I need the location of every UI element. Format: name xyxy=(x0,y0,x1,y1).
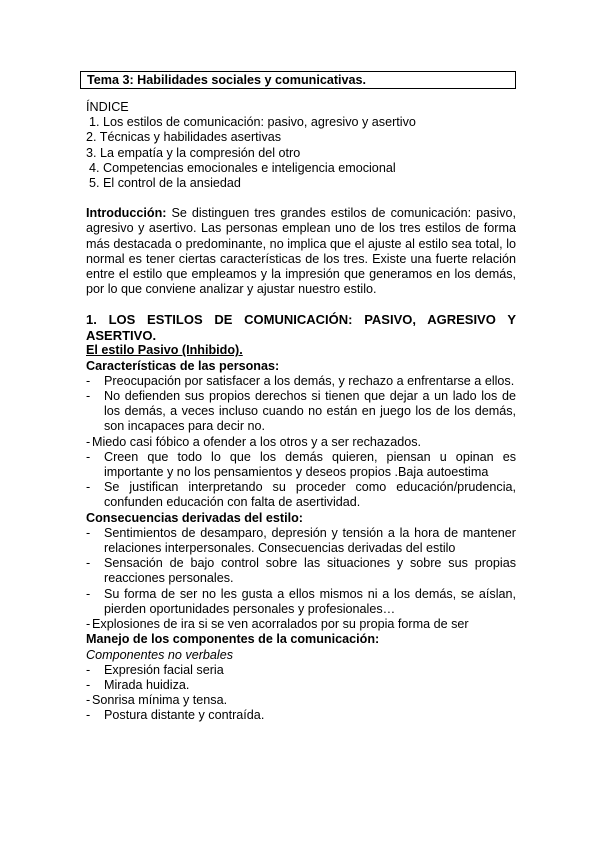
list-item: - Mirada huidiza. xyxy=(86,678,516,693)
list-item: - Su forma de ser no les gusta a ellos mismos ni a los demás, se aíslan, pierden oportunidades personales y profesionales… xyxy=(86,587,516,617)
list-item: - Miedo casi fóbico a ofender a los otros y a ser rechazados. xyxy=(86,435,516,450)
list-item: - Expresión facial seria xyxy=(86,663,516,678)
components-heading: Manejo de los componentes de la comunicación: xyxy=(86,632,380,647)
components-subheading: Componentes no verbales xyxy=(86,647,234,662)
introduction-label: Introducción: xyxy=(86,206,167,221)
list-item: - Sentimientos de desamparo, depresión y tensión a la hora de mantener relaciones interpersonales. Consecuencias derivadas del estilo xyxy=(86,526,516,556)
introduction-paragraph xyxy=(86,206,516,297)
index-item: 5. El control de la ansiedad xyxy=(89,176,241,191)
characteristics-list xyxy=(86,374,516,511)
list-item: - Sonrisa mínima y tensa. xyxy=(86,693,516,708)
consequences-list xyxy=(86,526,516,632)
index-item: 1. Los estilos de comunicación: pasivo, agresivo y asertivo xyxy=(89,115,416,130)
components-list xyxy=(86,663,516,724)
index-item: 2. Técnicas y habilidades asertivas xyxy=(86,130,282,145)
list-item: - Se justifican interpretando su proceder como educación/prudencia, confunden educación con falta de asertividad. xyxy=(86,480,516,510)
list-item: - Sensación de bajo control sobre las situaciones y sobre sus propias reacciones personales. xyxy=(86,556,516,586)
document-body xyxy=(86,100,516,724)
index-item: 3. La empatía y la compresión del otro xyxy=(86,145,301,160)
index-section xyxy=(86,100,516,191)
style-subheading: El estilo Pasivo (Inhibido). xyxy=(86,343,243,358)
section-heading: 1. LOS ESTILOS DE COMUNICACIÓN: PASIVO, AGRESIVO Y ASERTIVO. xyxy=(86,312,516,343)
consequences-heading: Consecuencias derivadas del estilo: xyxy=(86,510,303,525)
list-item: - Creen que todo lo que los demás quieren, piensan u opinan es importante y no los pensamientos y deseos propios .Baja autoestima xyxy=(86,450,516,480)
index-heading: ÍNDICE xyxy=(86,100,129,114)
list-item: - Explosiones de ira si se ven acorralados por su propia forma de ser xyxy=(86,617,516,632)
characteristics-heading: Características de las personas: xyxy=(86,358,280,373)
list-item: - Preocupación por satisfacer a los demás, y rechazo a enfrentarse a ellos. xyxy=(86,374,516,389)
list-item: - Postura distante y contraída. xyxy=(86,708,516,723)
list-item: - No defienden sus propios derechos si tienen que dejar a un lado los de los demás, a veces incluso cuando no están en juego los de los demás, son incapaces para decir no. xyxy=(86,389,516,435)
introduction-text: Se distinguen tres grandes estilos de comunicación: pasivo, agresivo y asertivo. Las personas emplean uno de los tres estilos de forma más destacada o predominante, no implica que el ajuste al estilo sea total, lo normal es tener ciertas características de los tres. Existe una fuerte relación entre el estilo que empleamos y la impresión que generamos en los demás, por lo que conviene analizar y ajustar nuestro estilo. xyxy=(86,206,516,297)
index-item: 4. Competencias emocionales e inteligencia emocional xyxy=(89,160,396,175)
document-title: Tema 3: Habilidades sociales y comunicativas. xyxy=(80,71,516,89)
